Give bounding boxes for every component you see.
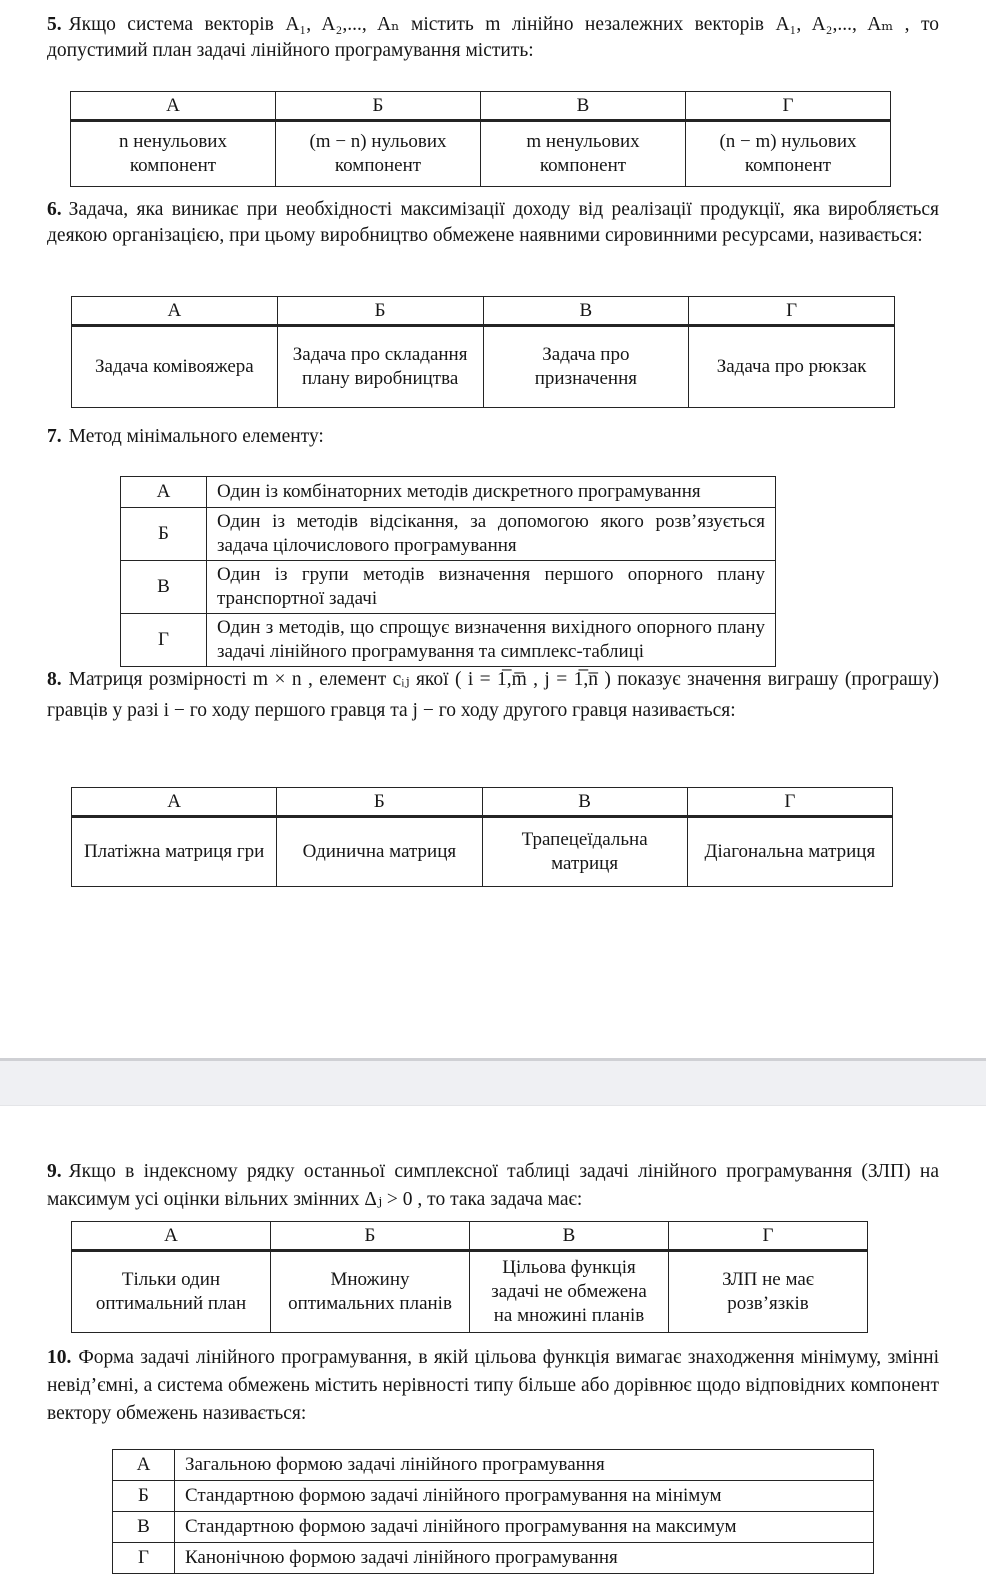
question-5-options-table xyxy=(70,91,891,187)
table-header-row xyxy=(71,92,891,121)
table-header-row xyxy=(72,297,895,326)
question-6-body: Задача, яка виникає при необхідності максимізації доходу від реалізації продукції, яка виробляється деякою організацією, при цьому виробництво обмежене наявними сировинними ресурсами, називається: xyxy=(47,199,939,246)
question-7-options-table xyxy=(120,476,776,667)
question-10-number: 10. xyxy=(47,1347,72,1368)
q10-text-g: Канонічною формою задачі лінійного програмування xyxy=(175,1543,874,1574)
option-header-b: Б xyxy=(271,1222,470,1251)
question-7-body: Метод мінімального елементу: xyxy=(68,426,324,447)
q7-key-g: Г xyxy=(121,614,207,667)
option-header-v: В xyxy=(482,788,687,817)
question-9-options-table xyxy=(71,1221,868,1333)
question-5-number: 5. xyxy=(47,14,62,35)
question-6-options-table xyxy=(71,296,895,408)
table-row xyxy=(113,1512,874,1543)
option-header-b: Б xyxy=(276,92,481,121)
q5-option-v: m ненульових компонент xyxy=(481,121,686,187)
table-row xyxy=(72,1251,868,1333)
q5-option-a: n ненульових компонент xyxy=(71,121,276,187)
option-header-a: А xyxy=(72,788,277,817)
question-7-text xyxy=(47,424,324,450)
question-7-number: 7. xyxy=(47,426,62,447)
table-row xyxy=(72,326,895,408)
q10-text-v: Стандартною формою задачі лінійного програмування на максимум xyxy=(175,1512,874,1543)
q10-text-a: Загальною формою задачі лінійного програмування xyxy=(175,1450,874,1481)
q5-option-b: (m − n) нульових компонент xyxy=(276,121,481,187)
q6-option-a: Задача комівояжера xyxy=(72,326,278,408)
option-header-g: Г xyxy=(686,92,891,121)
table-header-row xyxy=(72,1222,868,1251)
question-9-body: Якщо в індексному рядку останньої симплексної таблиці задачі лінійного програмування (ЗЛП) на максимум усі оцінки вільних змінних Δⱼ > 0 , то така задача має: xyxy=(47,1161,939,1210)
question-8-number: 8. xyxy=(47,669,62,690)
question-6-text xyxy=(47,197,939,249)
q10-key-b: Б xyxy=(113,1481,175,1512)
table-row xyxy=(113,1481,874,1512)
option-header-v: В xyxy=(483,297,689,326)
table-row xyxy=(113,1543,874,1574)
question-8-body: Матриця розмірності m × n , елемент cᵢⱼ якої ( i = 1̅,m̅ , j = 1̅,n̅ ) показує значення виграшу (програшу) гравців у разі i − го ходу першого гравця та j − го ходу другого гравця називається: xyxy=(47,669,939,721)
option-header-g: Г xyxy=(669,1222,868,1251)
q8-option-v: Трапецеїдальна матриця xyxy=(482,817,687,887)
table-row xyxy=(113,1450,874,1481)
question-5-text xyxy=(47,12,939,64)
q10-key-g: Г xyxy=(113,1543,175,1574)
page-separator xyxy=(0,1058,986,1106)
q6-option-v: Задача про призначення xyxy=(483,326,689,408)
q9-option-v: Цільова функція задачі не обмежена на множині планів xyxy=(470,1251,669,1333)
table-row xyxy=(71,121,891,187)
q9-option-b: Множину оптимальних планів xyxy=(271,1251,470,1333)
q7-text-g: Один з методів, що спрощує визначення вихідного опорного плану задачі лінійного програмування та симплекс-таблиці xyxy=(207,614,776,667)
q8-option-g: Діагональна матриця xyxy=(687,817,892,887)
q7-key-b: Б xyxy=(121,508,207,561)
table-row xyxy=(121,614,776,667)
option-header-g: Г xyxy=(687,788,892,817)
option-header-b: Б xyxy=(277,297,483,326)
option-header-v: В xyxy=(470,1222,669,1251)
q9-option-g: ЗЛП не має розв’язків xyxy=(669,1251,868,1333)
q7-text-v: Один із групи методів визначення першого опорного плану транспортної задачі xyxy=(207,561,776,614)
q6-option-g: Задача про рюкзак xyxy=(689,326,895,408)
q8-option-b: Одинична матриця xyxy=(277,817,482,887)
question-10-text xyxy=(47,1344,939,1428)
q7-key-a: А xyxy=(121,477,207,508)
q10-key-a: А xyxy=(113,1450,175,1481)
table-row xyxy=(72,817,893,887)
q8-option-a: Платіжна матриця гри xyxy=(72,817,277,887)
q6-option-b: Задача про складання плану виробництва xyxy=(277,326,483,408)
option-header-a: А xyxy=(71,92,276,121)
table-row xyxy=(121,508,776,561)
question-9-number: 9. xyxy=(47,1161,62,1182)
question-10-options-table xyxy=(112,1449,874,1574)
q10-key-v: В xyxy=(113,1512,175,1543)
table-header-row xyxy=(72,788,893,817)
table-row xyxy=(121,477,776,508)
question-9-text xyxy=(47,1158,939,1214)
question-8-options-table xyxy=(71,787,893,887)
table-row xyxy=(121,561,776,614)
q7-text-b: Один із методів відсікання, за допомогою якого розв’язується задача цілочислового програмування xyxy=(207,508,776,561)
q10-text-b: Стандартною формою задачі лінійного програмування на мінімум xyxy=(175,1481,874,1512)
option-header-a: А xyxy=(72,1222,271,1251)
option-header-g: Г xyxy=(689,297,895,326)
option-header-b: Б xyxy=(277,788,482,817)
question-5-body: Якщо система векторів A₁, A₂,..., Aₙ містить m лінійно незалежних векторів A₁, A₂,..., Aₘ , то допустимий план задачі лінійного програмування містить: xyxy=(47,14,939,61)
option-header-v: В xyxy=(481,92,686,121)
q7-key-v: В xyxy=(121,561,207,614)
q9-option-a: Тільки один оптимальний план xyxy=(72,1251,271,1333)
q5-option-g: (n − m) нульових компонент xyxy=(686,121,891,187)
question-6-number: 6. xyxy=(47,199,62,220)
question-8-text xyxy=(47,664,939,726)
question-10-body: Форма задачі лінійного програмування, в якій цільова функція вимагає знаходження мінімуму, змінні невід’ємні, а система обмежень містить нерівності типу більше або дорівнює щодо відповідних компонент вектору обмежень називається: xyxy=(47,1347,939,1424)
option-header-a: А xyxy=(72,297,278,326)
q7-text-a: Один із комбінаторних методів дискретного програмування xyxy=(207,477,776,508)
